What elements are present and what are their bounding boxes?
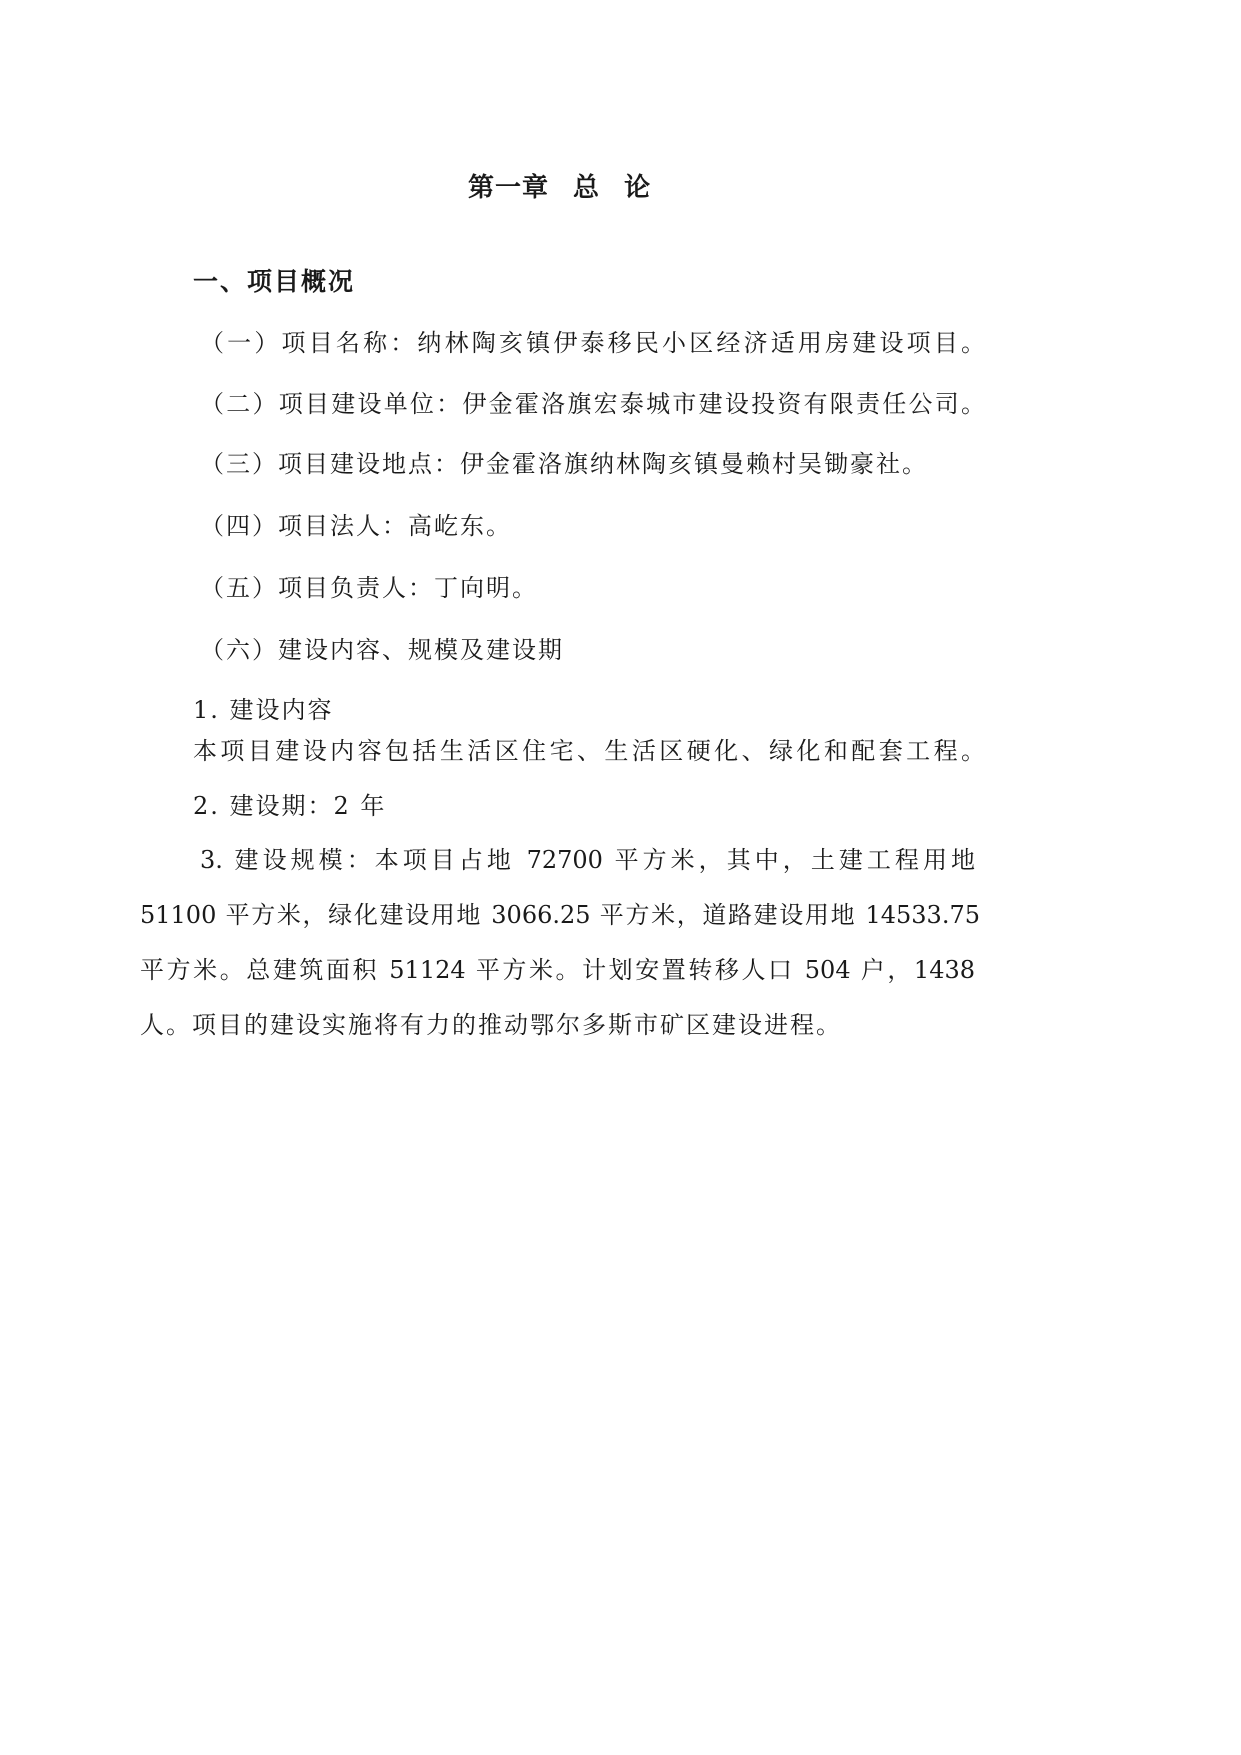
subsection-content-heading: 1. 建设内容 (193, 696, 334, 724)
item-content-scale-period: （六）建设内容、规模及建设期 (200, 636, 564, 664)
paragraph-line: 平方米。总建筑面积 51124 平方米。计划安置转移人口 504 户，1438 (140, 956, 975, 984)
section-heading: 一、项目概况 (193, 267, 356, 296)
item-person-in-charge: （五）项目负责人：丁向明。 (200, 574, 538, 602)
paragraph-line: 3. 建设规模：本项目占地 72700 平方米，其中，土建工程用地 (200, 846, 975, 874)
item-construction-unit: （二）项目建设单位：伊金霍洛旗宏泰城市建设投资有限责任公司。 (200, 390, 985, 418)
subsection-content-body: 本项目建设内容包括生活区住宅、生活区硬化、绿化和配套工程。 (193, 737, 985, 765)
paragraph-line: 人。项目的建设实施将有力的推动鄂尔多斯市矿区建设进程。 (140, 1011, 842, 1039)
paragraph-line: 51100 平方米，绿化建设用地 3066.25 平方米，道路建设用地 14533.75 (140, 901, 980, 929)
item-project-name: （一）项目名称：纳林陶亥镇伊泰移民小区经济适用房建设项目。 (200, 329, 985, 357)
item-construction-site: （三）项目建设地点：伊金霍洛旗纳林陶亥镇曼赖村吴锄豪社。 (200, 450, 928, 478)
item-legal-person: （四）项目法人：高屹东。 (200, 512, 512, 540)
chapter-title: 第一章 总 论 (468, 173, 652, 203)
subsection-construction-period: 2. 建设期：2 年 (193, 792, 387, 820)
